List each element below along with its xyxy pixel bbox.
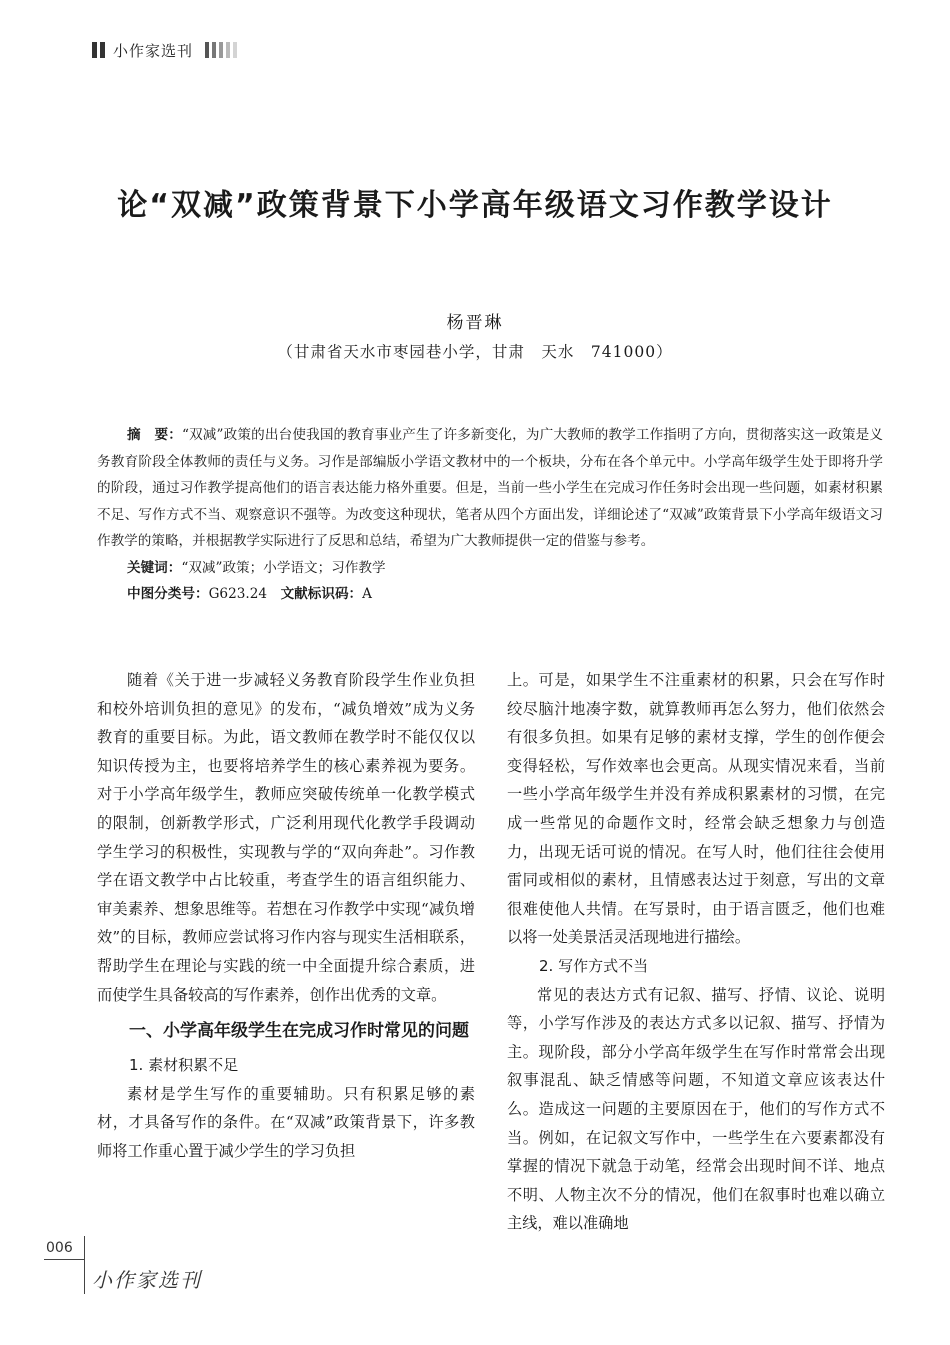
material-paragraph-continued: 上。可是，如果学生不注重素材的积累，只会在写作时绞尽脑汁地凑字数，就算教师再怎么努力，他们依然会有很多负担。如果有足够的素材支撑，学生的创作便会变得轻松，写作效率也会更高。从现实情况来看，当前一些小学高年级学生并没有养成积累素材的习惯，在完成一些常见的命题作文时，经常会缺乏想象力与创造力，出现无话可说的情况。在写人时，他们往往会使用雷同或相似的素材，且情感表达过于刻意，写出的文章很难使他人共情。在写景时，由于语言匮乏，他们也难以将一处美景活灵活现地进行描绘。 [507, 671, 885, 947]
body-left-column [97, 666, 475, 1166]
page-number: 006 [46, 1240, 73, 1256]
keywords-label: 关键词： [127, 559, 182, 576]
clc-label: 中图分类号： [127, 585, 209, 602]
keywords-text: “双减”政策；小学语文；习作教学 [181, 559, 386, 576]
section-heading-1: 一、小学高年级学生在完成习作时常见的问题 [129, 1021, 469, 1042]
subsection-heading-1: 1. 素材积累不足 [129, 1056, 239, 1075]
clc-value: G623.24 [208, 585, 267, 602]
footer-rule [44, 1259, 84, 1260]
classification-line [97, 581, 883, 607]
footer-divider [84, 1236, 85, 1294]
material-paragraph-start: 素材是学生写作的重要辅助。只有积累足够的素材，才具备写作的条件。在“双减”政策背景下，许多教师将工作重心置于减少学生的学习负担 [97, 1084, 475, 1160]
doc-code-value: A [362, 585, 372, 602]
footer-journal-logo: 小作家选刊 [92, 1268, 202, 1292]
abstract-label: 摘 要： [127, 427, 182, 443]
abstract-text: “双减”政策的出台使我国的教育事业产生了许多新变化，为广大教师的教学工作指明了方向，贯彻落实这一政策是义务教育阶段全体教师的责任与义务。习作是部编版小学语文教材中的一个板块，分布在各个单元中。小学高年级学生处于即将升学的阶段，通过习作教学提高他们的语言表达能力格外重要。但是，当前一些小学生在完成习作任务时会出现一些问题，如素材积累不足、写作方式不当、观察意识不强等。为改变这种现状，笔者从四个方面出发，详细论述了“双减”政策背景下小学高年级语文习作教学的策略，并根据教学实际进行了反思和总结，希望为广大教师提供一定的借鉴与参考。 [97, 427, 883, 549]
abstract-section [97, 422, 883, 607]
doc-code-label: 文献标识码： [280, 585, 363, 602]
header-bar-icon [92, 42, 105, 58]
article-title: 论“双减”政策背景下小学高年级语文习作教学设计 [117, 188, 833, 223]
author-affiliation: （甘肃省天水市枣园巷小学，甘肃 天水 741000） [277, 343, 673, 361]
running-header [92, 38, 237, 62]
header-gradient-bars-icon [205, 42, 237, 58]
body-right-column [507, 666, 885, 1238]
journal-name: 小作家选刊 [113, 41, 194, 60]
abstract-paragraph [97, 422, 883, 555]
keywords-line [97, 555, 883, 581]
subsection-heading-2: 2. 写作方式不当 [539, 956, 649, 975]
author-name: 杨晋琳 [446, 313, 504, 333]
writing-method-paragraph: 常见的表达方式有记叙、描写、抒情、议论、说明等，小学写作涉及的表达方式多以记叙、描写、抒情为主。现阶段，部分小学高年级学生在写作时常常会出现叙事混乱、缺乏情感等问题，不知道文章应该表达什么。造成这一问题的主要原因在于，他们的写作方式不当。例如，在记叙文写作中，一些学生在六要素都没有掌握的情况下就急于动笔，经常会出现时间不详、地点不明、人物主次不分的情况，他们在叙事时也难以确立主线，难以准确地 [507, 985, 885, 1233]
intro-paragraph: 随着《关于进一步减轻义务教育阶段学生作业负担和校外培训负担的意见》的发布，“减负增效”成为义务教育的重要目标。为此，语文教师在教学时不能仅仅以知识传授为主，也要将培养学生的核心素养视为要务。对于小学高年级学生，教师应突破传统单一化教学模式的限制，创新教学形式，广泛利用现代化教学手段调动学生学习的积极性，实现教与学的“双向奔赴”。习作教学在语文教学中占比较重，考查学生的语言组织能力、审美素养、想象思维等。若想在习作教学中实现“减负增效”的目标，教师应尝试将习作内容与现实生活相联系，帮助学生在理论与实践的统一中全面提升综合素质，进而使学生具备较高的写作素养，创作出优秀的文章。 [97, 671, 475, 1004]
